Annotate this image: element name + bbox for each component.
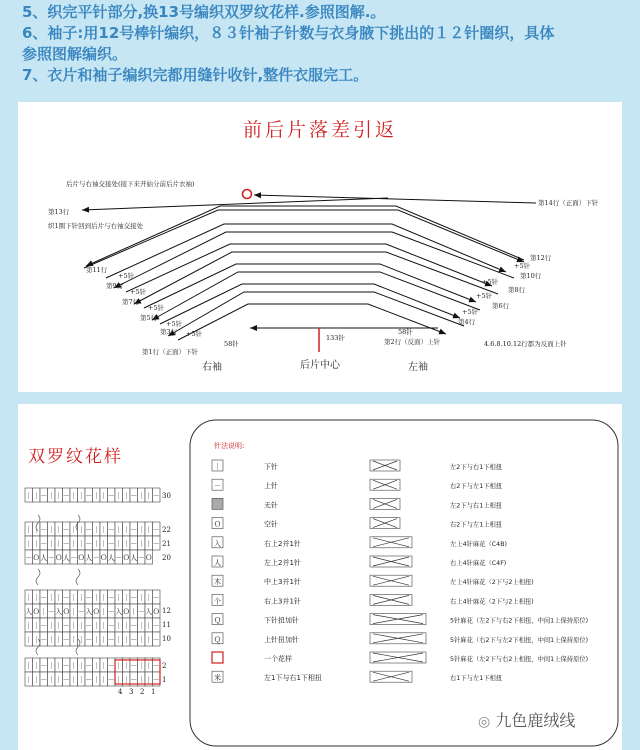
chart-cell: ｜ (137, 492, 145, 500)
chart-cell: ｜ (70, 662, 78, 670)
legend-right-label: 5针麻花（左2下与右2下相扭，中间1上保持原位) (450, 617, 589, 625)
chart-cell: ｜ (32, 676, 40, 684)
instructions (22, 2, 632, 86)
col-label-3: 3 (129, 688, 134, 696)
legend-symbol: － (214, 482, 221, 491)
row13-label: 第13行 (48, 208, 70, 216)
chart-cell: Ｏ (145, 554, 153, 562)
legend-left-label: 左上2并1针 (264, 559, 301, 567)
chart-cell: ｜ (77, 492, 85, 500)
chart-cell: ｜ (100, 622, 108, 630)
st133: 133针 (326, 334, 345, 342)
legend-symbol: Ｏ (214, 520, 221, 529)
chart-cell: － (62, 540, 70, 548)
chart-cell: － (40, 662, 48, 670)
row-label-22: 22 (162, 526, 171, 534)
chart-cell: ｜ (122, 526, 130, 534)
chart-cell: 人 (107, 554, 115, 562)
chart-cell: ｜ (47, 492, 55, 500)
chart-cell: ｜ (25, 636, 33, 644)
chart-cell: － (85, 526, 93, 534)
chart-cell: － (107, 608, 115, 616)
legend-symbol-box (212, 652, 223, 663)
legend-right-label: 左上4针麻花（C4B) (450, 540, 507, 548)
chart-cell: ｜ (32, 662, 40, 670)
legend-left-label: 上针 (264, 482, 278, 491)
plus5-r2: +5针 (476, 292, 493, 300)
chart-cell: ｜ (47, 540, 55, 548)
chart-cell: 入 (115, 608, 123, 616)
legend-symbol: ｜ (214, 463, 221, 471)
chart-cell: ｜ (77, 676, 85, 684)
chart-cell: ｜ (100, 662, 108, 670)
left-sleeve-label: 左袖 (408, 362, 428, 373)
plus5-l1: +5针 (118, 272, 135, 280)
chart-cell: Ｏ (100, 554, 108, 562)
plus5-l3: +5针 (148, 304, 165, 312)
chart-cell: － (152, 676, 160, 684)
chart-cell: 入 (145, 608, 153, 616)
chart-cell: 人 (130, 554, 138, 562)
chart-cell: Ｏ (152, 608, 160, 616)
chart-cell: ｜ (32, 492, 40, 500)
legend-symbol: Ｑ (214, 616, 221, 625)
chart-cell: － (107, 676, 115, 684)
row-label-11: 11 (162, 621, 171, 629)
chart-cell: ｜ (100, 492, 108, 500)
chart-cell: ｜ (70, 622, 78, 630)
chart-cell: ｜ (115, 594, 123, 602)
chart-cell: － (152, 636, 160, 644)
chart-cell: ｜ (145, 662, 153, 670)
note-6-cont: 参照图解编织。 (22, 45, 128, 63)
legend-right-label: 左2下与右1下相扭 (450, 464, 503, 471)
chart-cell: － (40, 636, 48, 644)
chart-cell: ｜ (47, 594, 55, 602)
chart-cell: ｜ (70, 636, 78, 644)
chart-cell: ｜ (40, 608, 48, 616)
legend-symbol: 人 (214, 559, 221, 567)
chart-cell: ｜ (92, 540, 100, 548)
row-label-30: 30 (162, 492, 171, 500)
chart-cell: ｜ (92, 492, 100, 500)
chart-cell: ｜ (137, 594, 145, 602)
chart-cell: ｜ (100, 594, 108, 602)
col-label-2: 2 (140, 688, 145, 696)
plus5-r1: +5针 (514, 262, 531, 270)
right-row-6: 第6行 (492, 302, 510, 310)
plus5-l4: +5针 (166, 320, 183, 328)
chart-cell: － (85, 636, 93, 644)
chart-cell: ｜ (137, 540, 145, 548)
legend-left-label: 右上2并1针 (264, 539, 301, 548)
chart-cell: ｜ (77, 636, 85, 644)
start-marker-circle (243, 190, 252, 199)
chart-cell: ｜ (115, 636, 123, 644)
chart-cell: ｜ (122, 662, 130, 670)
right-row-2: 第2行（反面）上针 (384, 338, 441, 346)
chart-cell: ｜ (55, 540, 63, 548)
pattern-svg (18, 404, 622, 750)
chart-cell: ｜ (115, 622, 123, 630)
chart-cell: － (107, 622, 115, 630)
chart-cell: － (152, 492, 160, 500)
chart-cell: ｜ (55, 622, 63, 630)
chart-cell: Ｏ (32, 608, 40, 616)
chart-cell: － (152, 662, 160, 670)
legend-right-label: 5针麻花（右2下与左2下相扭，中间1上保持原位) (450, 636, 589, 644)
row-label-2: 2 (162, 662, 167, 670)
chart-cell: ｜ (100, 636, 108, 644)
chart-cell: － (85, 622, 93, 630)
chart-cell: － (25, 554, 33, 562)
col-label-1: 1 (151, 688, 156, 696)
chart-cell: ｜ (25, 594, 33, 602)
row-label-10: 10 (162, 635, 171, 643)
legend-symbol: Ｑ (214, 635, 221, 644)
chart-cell: ｜ (145, 594, 153, 602)
chart-cell: ｜ (92, 594, 100, 602)
pattern-panel (18, 404, 622, 750)
chart-cell: ｜ (115, 540, 123, 548)
chart-cell: － (62, 676, 70, 684)
chart-cell: ｜ (100, 676, 108, 684)
chart-cell: Ｏ (92, 608, 100, 616)
note-5: 5、织完平针部分,换13号编织双罗纹花样.参照图解.。 (22, 3, 386, 21)
chart-cell: ｜ (92, 622, 100, 630)
legend-left-label: 上针扭加针 (264, 635, 299, 644)
chart-cell: － (62, 526, 70, 534)
chart-cell: ｜ (25, 540, 33, 548)
chart-cell: 入 (55, 608, 63, 616)
chart-cell: ｜ (70, 594, 78, 602)
chart-cell: ｜ (47, 636, 55, 644)
right-row-8: 第8行 (508, 286, 526, 294)
legend-right-label: 左上4针麻花（2下与2上相扭) (450, 579, 534, 587)
chart-cell: ｜ (25, 662, 33, 670)
chart-cell: ｜ (92, 662, 100, 670)
chart-cell: 人 (40, 554, 48, 562)
chart-cell: ｜ (145, 526, 153, 534)
chart-cell: － (107, 636, 115, 644)
chart-cell: ｜ (25, 676, 33, 684)
pattern-title: 双罗纹花样 (28, 447, 123, 467)
chart-cell: ｜ (70, 676, 78, 684)
chart-cell: － (85, 662, 93, 670)
chart-cell: ｜ (100, 608, 108, 616)
chart-block-top (25, 488, 160, 564)
chart-cell: ｜ (47, 622, 55, 630)
chart-cell: － (137, 608, 145, 616)
legend-left-label: 左1下与右1下相扭 (264, 674, 322, 683)
chart-cell: ｜ (25, 526, 33, 534)
plus5-r3: +5针 (462, 308, 479, 316)
chart-cell: ｜ (55, 676, 63, 684)
chart-cell: ｜ (145, 676, 153, 684)
right-row-4: 第4行 (458, 318, 476, 326)
chart-cell: － (92, 554, 100, 562)
left-row-5: 第5行 (140, 314, 158, 322)
row-label-12: 12 (162, 607, 171, 615)
chart-cell: － (137, 554, 145, 562)
chart-cell: ｜ (77, 540, 85, 548)
row13-arrow (82, 198, 388, 210)
chart-cell: ｜ (70, 540, 78, 548)
chart-cell: ｜ (32, 594, 40, 602)
chart-cell: ｜ (55, 636, 63, 644)
chart-cell: 人 (85, 554, 93, 562)
chart-cell: － (40, 594, 48, 602)
st58-right: 58针 (398, 328, 413, 336)
chart-cell: ｜ (55, 594, 63, 602)
watermark-text: 九色鹿绒线 (495, 711, 576, 730)
left-row-11: 第11行 (86, 266, 108, 274)
chart-cell: － (115, 554, 123, 562)
chart-cell: ｜ (137, 526, 145, 534)
chart-cell: － (40, 492, 48, 500)
chart-cell: － (62, 636, 70, 644)
chart-cell: ｜ (70, 608, 78, 616)
row13-note: 织1圈下针回到后片与右袖交接处 (48, 222, 144, 230)
legend-left-label: 中上3并1针 (264, 578, 301, 587)
watermark (478, 708, 575, 731)
wechat-icon: ◎ (478, 714, 491, 730)
chart-cell: ｜ (115, 492, 123, 500)
chart-cell: － (107, 540, 115, 548)
top-note: 后片与右袖交接处(接下来开始分前后片衣袖) (66, 180, 195, 188)
chart-cell: Ｏ (55, 554, 63, 562)
chart-cell: ｜ (122, 676, 130, 684)
chart-cell: 入 (85, 608, 93, 616)
even-rows-note: 4.6.8.10.12行都为反面上针 (484, 340, 567, 348)
chart-cell: ｜ (92, 676, 100, 684)
chart-cell: ｜ (77, 594, 85, 602)
chart-cell: ｜ (55, 492, 63, 500)
left-row-7: 第7行 (122, 298, 140, 306)
chart-cell: － (62, 622, 70, 630)
chart-cell: ｜ (47, 526, 55, 534)
chart-cell: － (130, 492, 138, 500)
chart-cell: － (62, 492, 70, 500)
legend-symbol: 木 (214, 578, 221, 587)
chart-cell: － (40, 622, 48, 630)
plus5-l2: +5针 (130, 288, 147, 296)
legend-left-label: 一个花样 (264, 655, 292, 663)
chart-cell: ｜ (145, 540, 153, 548)
back-center-label: 后片中心 (300, 360, 340, 371)
right-sleeve-label: 右袖 (202, 362, 222, 373)
chart-cell: － (130, 526, 138, 534)
legend-left-label: 下针 (264, 463, 278, 471)
legend-symbol-box (212, 498, 223, 509)
chart-cell: ｜ (32, 622, 40, 630)
plus5-l5: +5针 (186, 330, 203, 338)
chart-cell: ｜ (145, 622, 153, 630)
chart-cell: ｜ (122, 540, 130, 548)
chart-cell: － (130, 594, 138, 602)
chart-cell: ｜ (47, 676, 55, 684)
chart-cell: － (40, 676, 48, 684)
short-row-diagram (18, 102, 622, 392)
chart-cell: － (130, 540, 138, 548)
legend-right-label: 右1下与左1下相扭 (450, 675, 503, 683)
short-row-panel (18, 102, 622, 392)
legend-right-label: 右2下与左1上相扭 (450, 521, 503, 529)
row-label-21: 21 (162, 540, 171, 548)
chart-cell: － (107, 662, 115, 670)
legend-right-label: 5针麻花（左2下与右2上相扭，中间1上保持原位) (450, 656, 589, 663)
chart-cell: ｜ (122, 492, 130, 500)
row14-label: 第14行（正面）下针 (538, 199, 599, 207)
left-row-1: 第1行（正面）下针 (142, 348, 199, 356)
note-7: 7、衣片和袖子编织完都用缝针收针,整件衣服完工。 (22, 66, 369, 84)
chart-cell: ｜ (47, 662, 55, 670)
chart-cell: － (107, 526, 115, 534)
chart-cell: ｜ (137, 662, 145, 670)
chart-cell: ｜ (32, 540, 40, 548)
chart-cell: － (77, 608, 85, 616)
chart-cell: ｜ (77, 662, 85, 670)
chart-cell: ｜ (92, 526, 100, 534)
chart-cell: － (152, 540, 160, 548)
chart-cell: ｜ (115, 526, 123, 534)
chart-cell: Ｏ (32, 554, 40, 562)
chart-cell: － (47, 554, 55, 562)
chart-cell: － (85, 492, 93, 500)
chart-cell: ｜ (137, 636, 145, 644)
chart-cell: － (62, 594, 70, 602)
legend-right-label: 右上4针麻花（2下与2上相扭) (450, 598, 534, 606)
legend-left-label: 下针扭加针 (264, 616, 299, 625)
chart-cell: ｜ (145, 492, 153, 500)
chart-cell: － (85, 594, 93, 602)
left-row-3: 第3行 (160, 328, 178, 336)
legend-header: 针法说明: (214, 442, 245, 450)
chart-cell: － (47, 608, 55, 616)
chart-cell: － (107, 594, 115, 602)
chart-cell: ｜ (115, 676, 123, 684)
chart-cell: ｜ (122, 622, 130, 630)
right-row-12: 第12行 (530, 254, 552, 262)
legend-right-label: 左2下与右1上相扭 (450, 502, 503, 510)
chart-block-bot (25, 658, 160, 686)
chart-cell: － (152, 594, 160, 602)
chart-cell: ｜ (100, 526, 108, 534)
legend-left-label: 无针 (264, 501, 278, 510)
row-label-1: 1 (162, 676, 167, 684)
chart-cell: － (62, 662, 70, 670)
chart-cell: － (85, 676, 93, 684)
chart-cell: ｜ (130, 608, 138, 616)
chart-cell: － (70, 554, 78, 562)
note-6: 6、袖子:用12号棒针编织，８３针袖子针数与衣身腋下挑出的１２针圈织，具体 (22, 24, 555, 42)
chart-cell: Ｏ (122, 554, 130, 562)
chart-cell: － (130, 636, 138, 644)
chart-cell: ｜ (100, 540, 108, 548)
chart-cell: － (40, 526, 48, 534)
chart-cell: － (107, 492, 115, 500)
row-label-20: 20 (162, 554, 171, 562)
chart-cell: ｜ (70, 526, 78, 534)
chart-cell: ｜ (145, 636, 153, 644)
chart-cell: － (152, 622, 160, 630)
chart-cell: ｜ (25, 622, 33, 630)
chart-block-mid (25, 590, 160, 646)
chart-cell: Ｏ (62, 608, 70, 616)
chart-cell: ｜ (92, 636, 100, 644)
chart-cell: ｜ (137, 676, 145, 684)
chart-cell: ｜ (55, 526, 63, 534)
chart-cell: ｜ (55, 662, 63, 670)
chart-cell: ｜ (122, 636, 130, 644)
legend-right-label: 右上4针麻花（C4F) (450, 560, 507, 567)
col-label-4: 4 (118, 688, 123, 696)
chart-cell: ｜ (25, 492, 33, 500)
legend-left-label: 空针 (264, 520, 278, 529)
legend-symbol: 入 (214, 539, 221, 548)
legend-symbol: 米 (214, 674, 221, 683)
chart-cell: ｜ (32, 636, 40, 644)
chart-cell: － (130, 676, 138, 684)
diagram-title: 前后片落差引返 (242, 119, 398, 141)
chart-cell: ｜ (77, 622, 85, 630)
legend-symbol: 个 (214, 597, 221, 606)
chart-cell: Ｏ (122, 608, 130, 616)
chart-cell: Ｏ (77, 554, 85, 562)
chart-cell: － (152, 526, 160, 534)
chart-cell: － (85, 540, 93, 548)
chart-cell: ｜ (137, 622, 145, 630)
chart-cell: 入 (25, 608, 33, 616)
chart-cell: ｜ (122, 594, 130, 602)
left-row-9: 第9行 (106, 282, 124, 290)
chart-cell: 人 (62, 554, 70, 562)
chart-cell: ｜ (77, 526, 85, 534)
plus5-r4: +5针 (482, 278, 499, 286)
chart-cell: ｜ (115, 662, 123, 670)
chart-cell: ｜ (32, 526, 40, 534)
st58-left: 58针 (224, 340, 239, 348)
legend-right-label: 右2下与左1下相扭 (450, 483, 503, 491)
chart-cell: － (130, 622, 138, 630)
chart-cell: － (40, 540, 48, 548)
chart-cell: － (130, 662, 138, 670)
chart-cell: ｜ (70, 492, 78, 500)
legend-left-label: 右上3并1针 (264, 597, 301, 606)
right-row-10: 第10行 (520, 272, 542, 280)
